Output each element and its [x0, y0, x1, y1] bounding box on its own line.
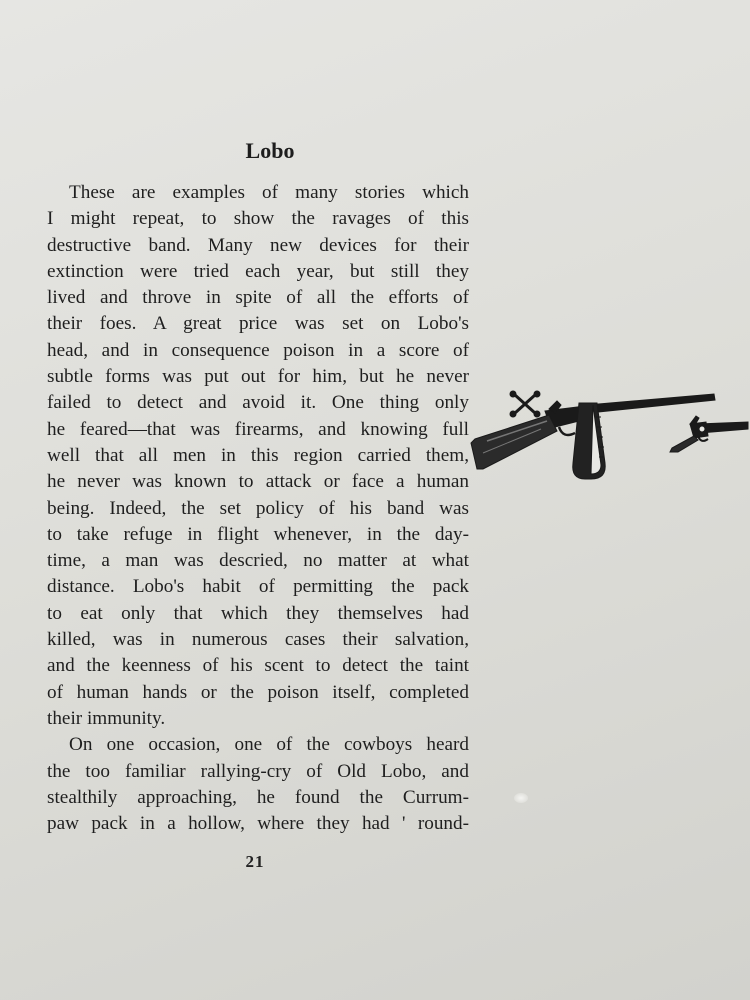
pistol-icon: [668, 414, 750, 454]
text-line: I might repeat, to show the ravages of this: [47, 208, 469, 230]
text-line: their foes. A great price was set on Lobo's: [47, 313, 469, 335]
text-line: well that all men in this region carried them,: [47, 444, 469, 466]
body-text: [47, 180, 469, 837]
text-line: extinction were tried each year, but still they: [47, 260, 469, 282]
text-line: stealthily approaching, he found the Currum-: [47, 786, 469, 808]
text-line: paw pack in a hollow, where they had ' round-: [47, 813, 469, 835]
text-line: of human hands or the poison itself, completed: [47, 681, 469, 703]
text-line: time, a man was descried, no matter at what: [47, 550, 469, 572]
text-line: the too familiar rallying-cry of Old Lobo, and: [47, 760, 469, 782]
text-line: and the keenness of his scent to detect the taint: [47, 655, 469, 677]
text-line: he never was known to attack or face a human: [47, 471, 469, 493]
text-line: to eat only that which they themselves had: [47, 602, 469, 624]
text-line: These are examples of many stories which: [69, 182, 469, 203]
text-line: their immunity.: [47, 707, 166, 729]
text-line: killed, was in numerous cases their salvation,: [47, 629, 469, 651]
page-title: Lobo: [245, 138, 295, 163]
text-line: failed to detect and avoid it. One thing only: [47, 392, 469, 414]
paper-speck: [514, 793, 528, 803]
text-line: lived and throve in spite of all the efforts of: [47, 287, 469, 309]
text-line: On one occasion, one of the cowboys heard: [69, 734, 469, 756]
paragraph-2: [47, 732, 469, 837]
text-line: subtle forms was put out for him, but he never: [47, 366, 469, 388]
paragraph-1: [47, 180, 469, 732]
text-line: he feared—that was firearms, and knowing full: [47, 418, 469, 440]
text-line: destructive band. Many new devices for their: [47, 234, 469, 256]
text-line: being. Indeed, the set policy of his band was: [47, 497, 469, 519]
text-line: to take refuge in flight whenever, in the day-: [47, 523, 469, 545]
text-line: distance. Lobo's habit of permitting the pack: [47, 576, 469, 598]
page-number: 21: [245, 852, 265, 871]
text-line: head, and in consequence poison in a score of: [47, 339, 469, 361]
